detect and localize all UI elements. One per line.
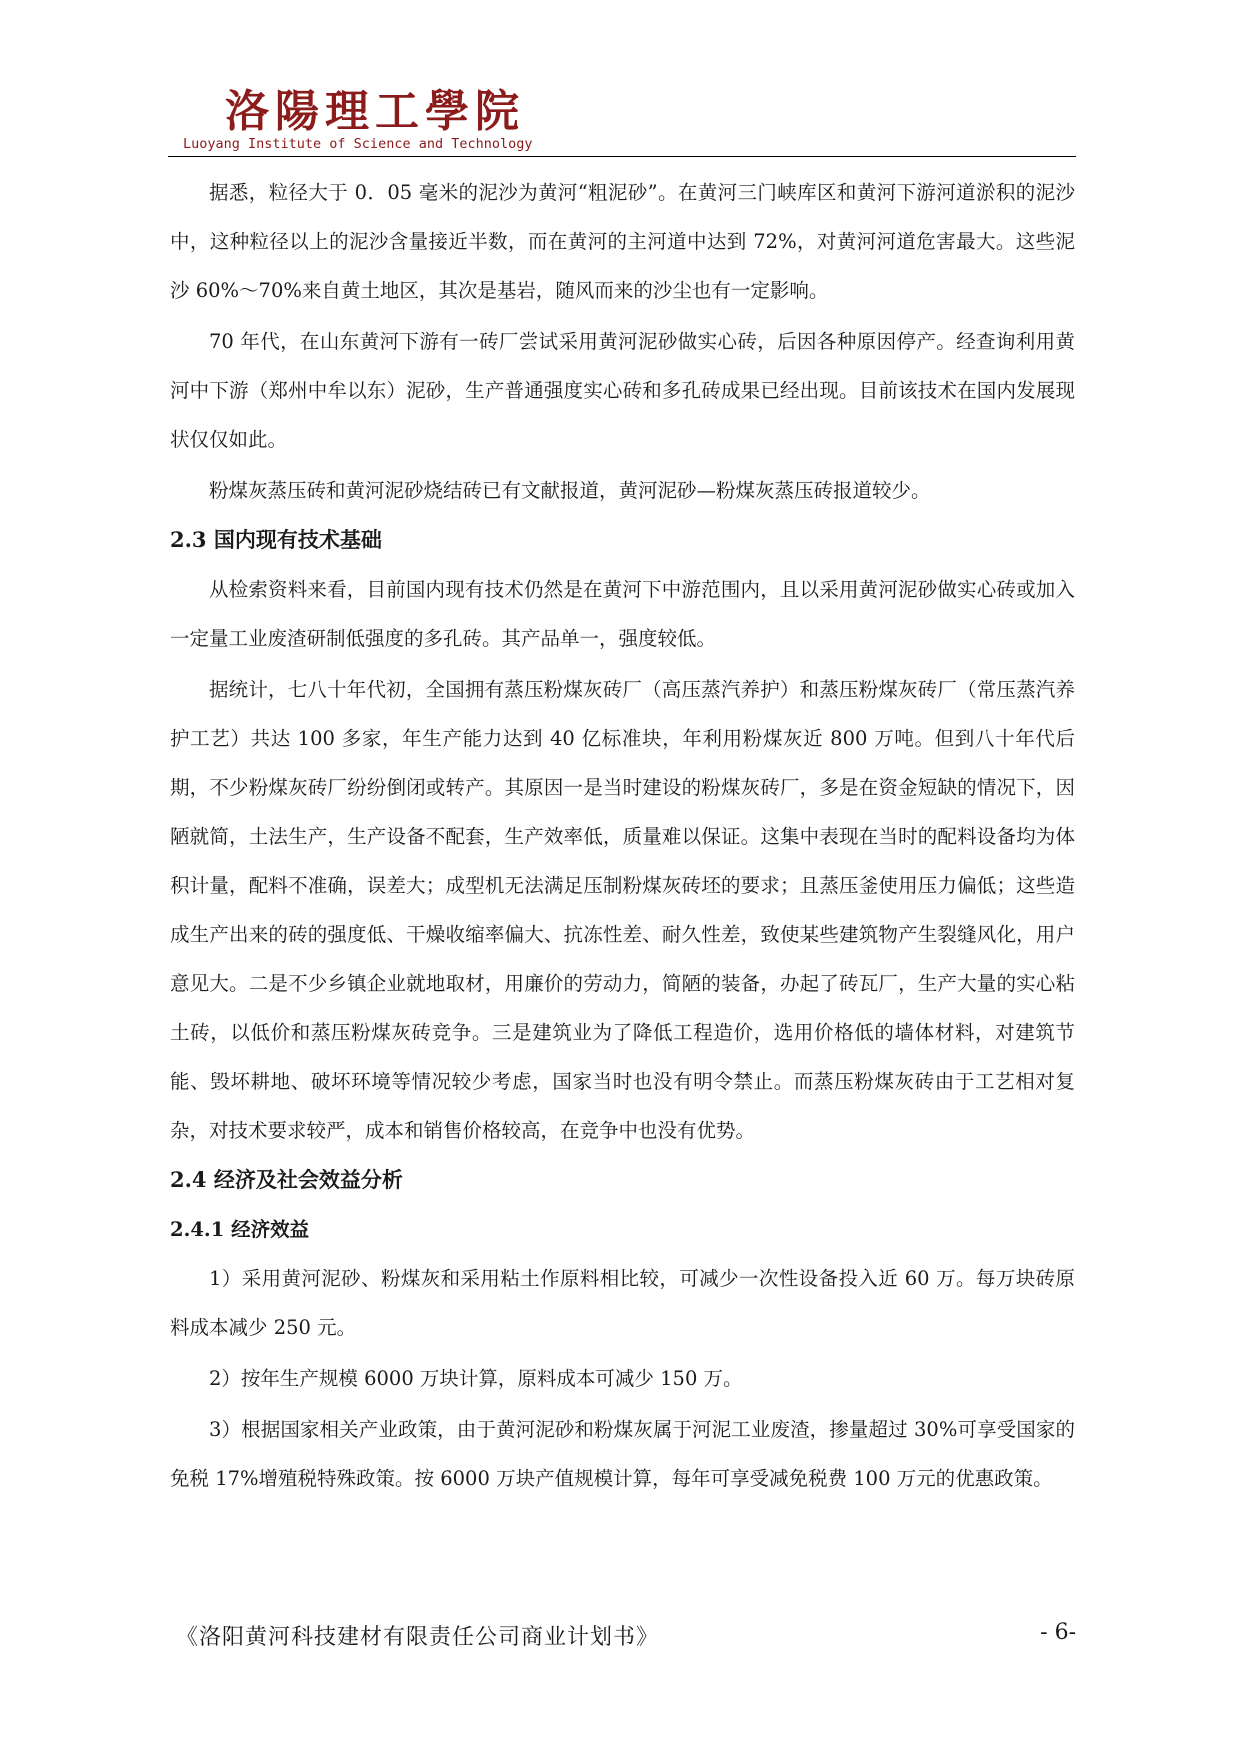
logo-subtitle: Luoyang Institute of Science and Technology [183, 136, 533, 152]
section-heading-2-3: 2.3 国内现有技术基础 [170, 527, 382, 552]
paragraph-literature: 粉煤灰蒸压砖和黄河泥砂烧结砖已有文献报道，黄河泥砂—粉煤灰蒸压砖报道较少。 [209, 479, 931, 502]
paragraph-1970s: 70 年代，在山东黄河下游有一砖厂尝试采用黄河泥砂做实心砖，后因各种原因停产。经查询利用黄河中下游（郑州中牟以东）泥砂，生产普通强度实心砖和多孔砖成果已经出现。目前该技术在国内发展现状仅仅如此。 [170, 330, 1075, 451]
list-item-benefit-1: 1）采用黄河泥砂、粉煤灰和采用粘土作原料相比较，可减少一次性设备投入近 60 万。每万块砖原料成本减少 250 元。 [170, 1267, 1075, 1339]
page-footer [168, 1620, 1076, 1660]
paragraph-coarse-sediment: 据悉，粒径大于 0．05 毫米的泥沙为黄河“粗泥砂”。在黄河三门峡库区和黄河下游河道淤积的泥沙中，这种粒径以上的泥沙含量接近半数，而在黄河的主河道中达到 72%，对黄河河道危害最大。这些泥沙 60%～70%来自黄土地区，其次是基岩，随风而来的沙尘也有一定影响。 [170, 181, 1075, 302]
footer-document-title: 《洛阳黄河科技建材有限责任公司商业计划书》 [176, 1625, 660, 1650]
institute-logo [183, 84, 533, 156]
list-item-benefit-3: 3）根据国家相关产业政策，由于黄河泥砂和粉煤灰属于河泥工业废渣，掺量超过 30%可享受国家的免税 17%增殖税特殊政策。按 6000 万块产值规模计算，每年可享受减免税费 100 万元的优惠政策。 [170, 1418, 1075, 1490]
paragraph-statistics: 据统计，七八十年代初，全国拥有蒸压粉煤灰砖厂（高压蒸汽养护）和蒸压粉煤灰砖厂（常压蒸汽养护工艺）共达 100 多家，年生产能力达到 40 亿标准块，年利用粉煤灰近 800 万吨。但到八十年代后期，不少粉煤灰砖厂纷纷倒闭或转产。其原因一是当时建设的粉煤灰砖厂，多是在资金短缺的情况下，因陋就简，土法生产，生产设备不配套，生产效率低，质量难以保证。这集中表现在当时的配料设备均为体积计量，配料不准确，误差大；成型机无法满足压制粉煤灰砖坯的要求；且蒸压釜使用压力偏低；这些造成生产出来的砖的强度低、干燥收缩率偏大、抗冻性差、耐久性差，致使某些建筑物产生裂缝风化，用户意见大。二是不少乡镇企业就地取材，用廉价的劳动力，简陋的装备，办起了砖瓦厂，生产大量的实心粘土砖，以低价和蒸压粉煤灰砖竞争。三是建筑业为了降低工程造价，选用价格低的墙体材料，对建筑节能、毁坏耕地、破坏环境等情况较少考虑，国家当时也没有明令禁止。而蒸压粉煤灰砖由于工艺相对复杂，对技术要求较严，成本和销售价格较高，在竞争中也没有优势。 [170, 678, 1075, 1142]
page-body [170, 168, 1075, 1503]
list-item-benefit-2: 2）按年生产规模 6000 万块计算，原料成本可减少 150 万。 [209, 1367, 743, 1390]
logo-title: 洛陽理工學院 [225, 86, 525, 137]
paragraph-existing-tech: 从检索资料来看，目前国内现有技术仍然是在黄河下中游范围内，且以采用黄河泥砂做实心砖或加入一定量工业废渣研制低强度的多孔砖。其产品单一，强度较低。 [170, 578, 1075, 650]
subsection-heading-2-4-1: 2.4.1 经济效益 [170, 1218, 310, 1241]
section-heading-2-4: 2.4 经济及社会效益分析 [170, 1167, 403, 1192]
header-divider [168, 156, 1076, 157]
page-number: - 6- [1040, 1620, 1076, 1645]
